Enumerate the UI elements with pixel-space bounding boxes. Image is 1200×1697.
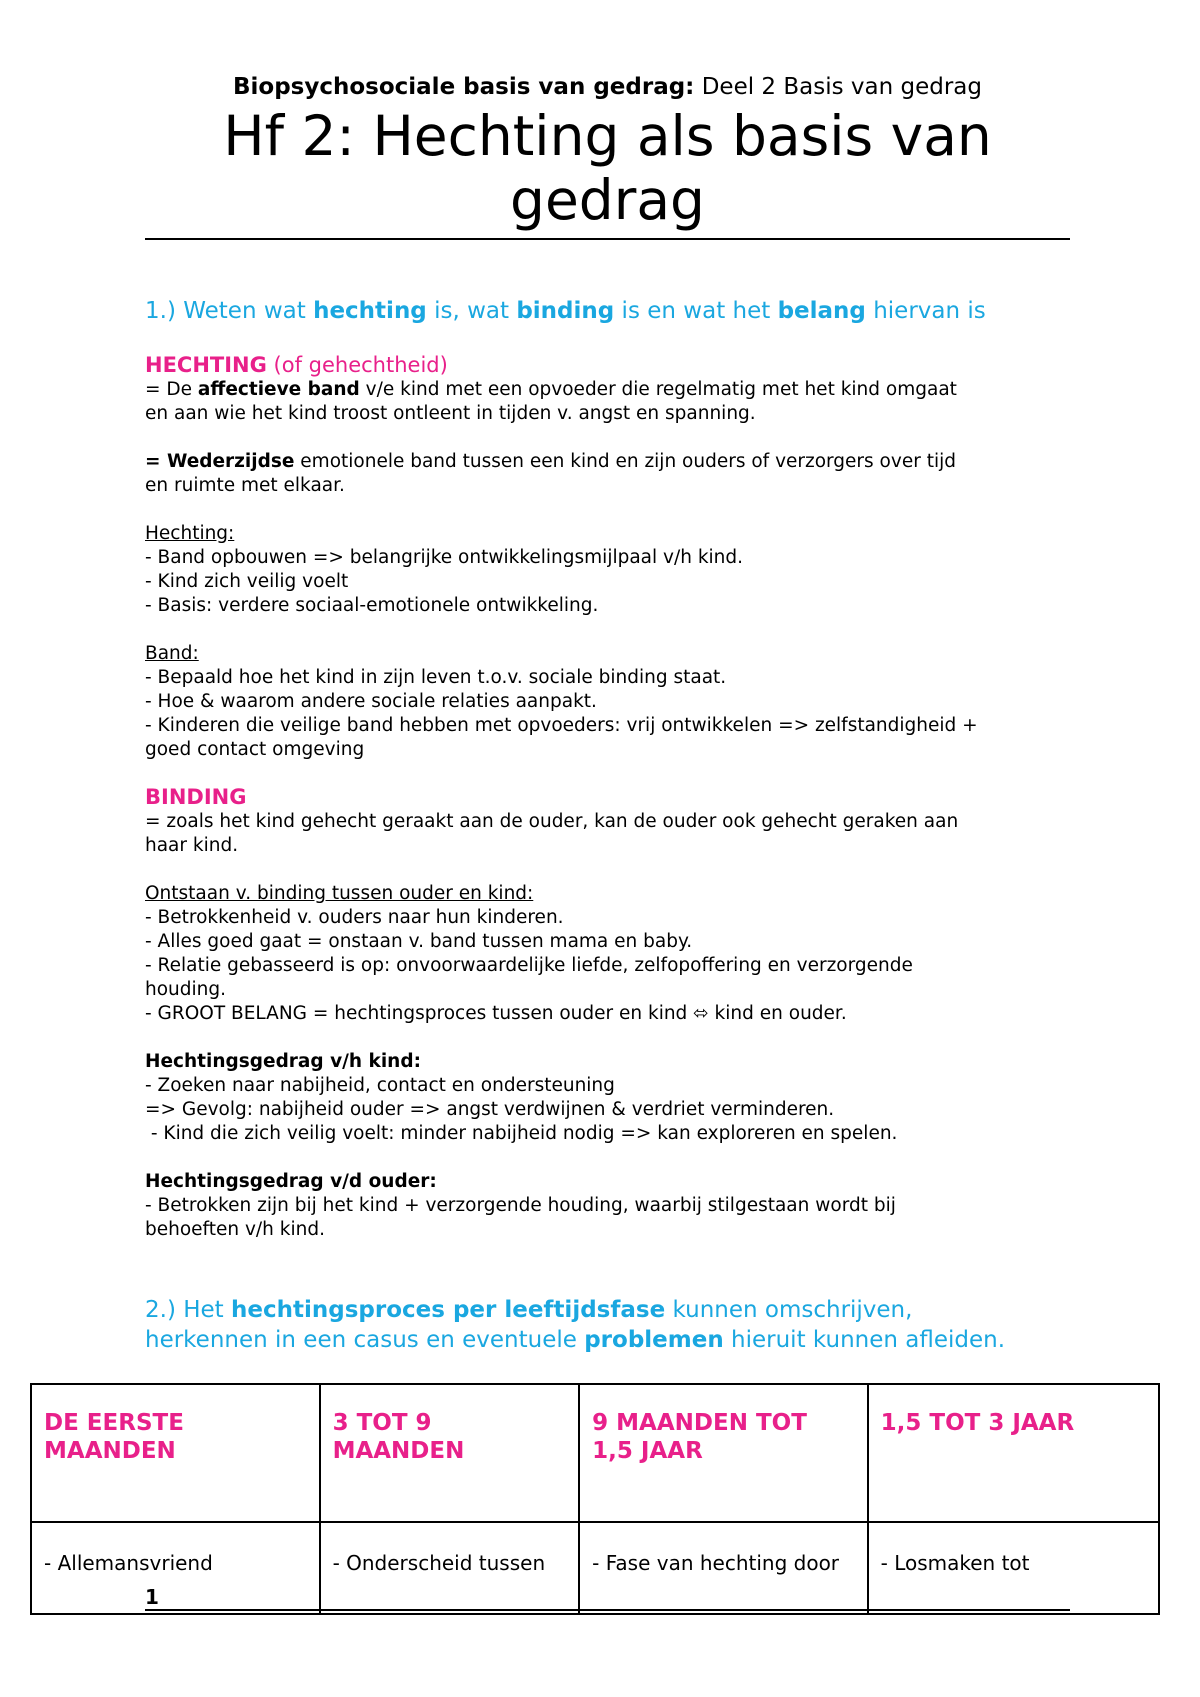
- chapter-title: [145, 104, 1070, 232]
- chapter-title-line2: gedrag: [510, 168, 705, 232]
- list-item: - Relatie gebasseerd is op: onvoorwaardelijke liefde, zelfopoffering en verzorgende: [145, 955, 913, 976]
- hechting-block: [145, 352, 1070, 762]
- hechting-def2-line2: en ruimte met elkaar.: [145, 475, 345, 496]
- list-item: - Kind zich veilig voelt: [145, 571, 349, 592]
- table-cell: - Onderscheid tussen: [320, 1522, 580, 1614]
- list-item: - Bepaald hoe het kind in zijn leven t.o.v. sociale binding staat.: [145, 667, 727, 688]
- list-item: - Hoe & waarom andere sociale relaties aanpakt.: [145, 691, 597, 712]
- subtitle-bold: Biopsychosociale basis van gedrag:: [232, 74, 695, 100]
- list-item: houding.: [145, 979, 227, 1000]
- table-cell: - Losmaken tot: [868, 1522, 1159, 1614]
- subtitle-rest: Deel 2 Basis van gedrag: [694, 74, 982, 100]
- list-item: behoeften v/h kind.: [145, 1219, 325, 1240]
- list-item: - Kinderen die veilige band hebben met opvoeders: vrij ontwikkelen => zelfstandigheid +: [145, 715, 978, 736]
- list-item: - Basis: verdere sociaal-emotionele ontwikkeling.: [145, 595, 599, 616]
- binding-title: BINDING: [145, 785, 247, 809]
- table-cell: - Allemansvriend: [31, 1522, 320, 1614]
- list-item: - Kind die zich veilig voelt: minder nabijheid nodig => kan exploreren en spelen.: [145, 1123, 898, 1144]
- hechting-title: HECHTING (of gehechtheid): [145, 353, 448, 377]
- hechting-def1: = De affectieve band v/e kind met een opvoeder die regelmatig met het kind omgaat: [145, 379, 957, 400]
- table-header-cell: 3 TOT 9 MAANDEN: [320, 1384, 580, 1522]
- list-item: => Gevolg: nabijheid ouder => angst verdwijnen & verdriet verminderen.: [145, 1099, 835, 1120]
- section2-heading: 2.) Het hechtingsproces per leeftijdsfase kunnen omschrijven, herkennen in een casus en eventuele problemen hieruit kunnen afleiden.: [145, 1297, 1006, 1353]
- binding-block: [145, 784, 1070, 1242]
- list-item: goed contact omgeving: [145, 739, 365, 760]
- page-number: 1: [145, 1585, 159, 1609]
- hechting-def2: = Wederzijdse emotionele band tussen een kind en zijn ouders of verzorgers over tijd: [145, 451, 956, 472]
- binding-def-line1: = zoals het kind gehecht geraakt aan de ouder, kan de ouder ook gehecht geraken aan: [145, 811, 959, 832]
- list-item: - Betrokkenheid v. ouders naar hun kinderen.: [145, 907, 564, 928]
- binding-sub-title: Ontstaan v. binding tussen ouder en kind:: [145, 883, 534, 904]
- hechting-def1-line2: en aan wie het kind troost ontleent in tijden v. angst en spanning.: [145, 403, 756, 424]
- course-subtitle: [145, 72, 1070, 102]
- table-header-cell: DE EERSTE MAANDEN: [31, 1384, 320, 1522]
- list-item: - Alles goed gaat = onstaan v. band tussen mama en baby.: [145, 931, 693, 952]
- band-sub-title: Band:: [145, 643, 199, 664]
- table-header-cell: 1,5 TOT 3 JAAR: [868, 1384, 1159, 1522]
- table-header-cell: 9 MAANDEN TOT 1,5 JAAR: [579, 1384, 867, 1522]
- hechting-sub-title: Hechting:: [145, 523, 235, 544]
- hechtingsgedrag-kind-title: Hechtingsgedrag v/h kind:: [145, 1051, 421, 1072]
- list-item: - GROOT BELANG = hechtingsproces tussen ouder en kind ⬄ kind en ouder.: [145, 1003, 847, 1024]
- section1-heading: 1.) Weten wat hechting is, wat binding is en wat het belang hiervan is: [145, 298, 986, 324]
- chapter-title-line1: Hf 2: Hechting als basis van: [223, 104, 992, 168]
- hechtingsgedrag-ouder-title: Hechtingsgedrag v/d ouder:: [145, 1171, 437, 1192]
- phase-table: [30, 1383, 1160, 1615]
- binding-def-line2: haar kind.: [145, 835, 239, 856]
- list-item: - Zoeken naar nabijheid, contact en ondersteuning: [145, 1075, 615, 1096]
- list-item: - Band opbouwen => belangrijke ontwikkelingsmijlpaal v/h kind.: [145, 547, 744, 568]
- list-item: - Betrokken zijn bij het kind + verzorgende houding, waarbij stilgestaan wordt bij: [145, 1195, 896, 1216]
- title-divider: [145, 238, 1070, 240]
- table-cell: - Fase van hechting door: [579, 1522, 867, 1614]
- footer-divider: [145, 1609, 1070, 1611]
